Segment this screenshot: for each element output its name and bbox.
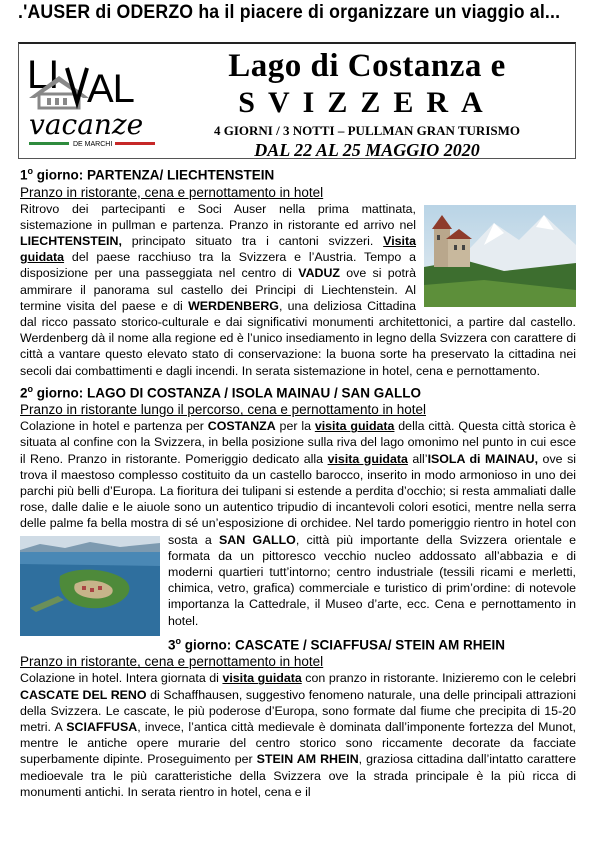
svg-text:LI: LI <box>27 53 59 97</box>
lival-vacanze-logo <box>25 50 157 154</box>
lake-island-aerial-photo <box>20 536 160 636</box>
trip-duration: 4 GIORNI / 3 NOTTI – PULLMAN GRAN TURISMO <box>213 123 520 138</box>
liechtenstein-castle-photo <box>424 205 576 307</box>
day-2-subheading: Pranzo in ristorante lungo il percorso, cena e pernottamento in hotel <box>20 402 426 418</box>
title-box <box>18 42 576 159</box>
day-2-heading: 2$^o$ giorno: LAGO DI COSTANZA / ISOLA MAINAU / SAN GALLO <box>20 383 422 401</box>
day-3-text: Colazione in hotel. Intera giornata di visita guidata con pranzo in ristorante. Inizieremo con le celebri CASCATE DEL RENO di Schaffhausen, suggestivo fenomeno naturale, una delle principali attrazioni della Svizzera. Le cascate, le più poderose d’Europa, sono formate dal fiume che precipita di 15-20 metri. A SCIAFFUSA, invece, l’antica città medievale è dominata dall’imponente fortezza del Munot, mentre le antiche opere murarie del centro storico sono riccamente decorate da facciate superbamente dipinte. Proseguimento per STEIN AM RHEIN, graziosa cittadina dall’intatto carattere medioevale tra le più caratteristiche della Svizzera ove la strada principale è la più ricca di monumenti antichi. In serata rientro in hotel, cena e il <box>20 671 577 799</box>
day-1-heading: 1$^o$ giorno: PARTENZA/ LIECHTENSTEIN <box>20 166 275 183</box>
svg-text:vacanze: vacanze <box>29 108 144 141</box>
title-svizzera: SVIZZERA <box>238 86 496 119</box>
day-1-text: Ritrovo dei partecipanti e Soci Auser nella prima mattinata, sistemazione in pullman e partenza. Pranzo in ristorante ed arrivo nel LIECHTENSTEIN, principato situato tra i cantoni svizzeri. Visita guidata del paese racchiuso tra la Svizzera e l’Austria. Tempo a disposizione per una passeggiata nel centro di VADUZ ove si potrà ammirare il panorama sul castello dei Principi di Liechtenstein. Al termine visita del paese e di WERDENBERG, una deliziosa Cittadina dal ricco passato storico-culturale e dai significativi monumenti architettonici, a partire dal castello. Werdenberg dà il nome alla regione ed è l’unico insediamento in legno della Svizzera con carattere di città a vantare questo elevato stato di conservazione: la buona sorte ha preservato la cittadina nei secoli dai combattimenti e dagli incendi. In serata sistemazione in hotel, cena e pernottamento. <box>20 201 576 378</box>
day-3-subheading: Pranzo in ristorante, cena e pernottamento in hotel <box>20 654 324 670</box>
day-2-text: Colazione in hotel e partenza per COSTANZA per la visita guidata della città. Questa città storica è situata al confine con la Svizzera, in bella posizione sulla riva del lago omonimo nel punto in cui esce il Reno. Pranzo in ristorante. Pomeriggio dedicato alla visita guidata all’ISOLA di MAINAU, ove si trova il maestoso complesso costituito da un castello barocco, inserito in modo armonioso in uno dei parchi più belli d’Europa. La fioritura dei tulipani si estende a perdita d’occhio; si resta ammaliati dalle rose, dalle dalie e le aiuole sono un autentico tripudio di incantevoli colori esotici, mentre nella serra delle palme fa bella mostra di sé un’esposizione di orchidee. Nel tardo pomeriggio rientro in hotel con sosta a SAN GALLO, città più importante della Svizzera orientale e formata da un pittoresco vecchio nucleo addossato all’abbazia e di moderni quartieri tutt’intorno; centro industriale (tessili ricami e merletti, chimica, vetro, grafica) commerciale e turistico di prim’ordine: di notevole importanza la Cattedrale, il Museo d’arte, ecc. Cena e pernottamento in hotel. <box>20 418 576 629</box>
svg-text:AL: AL <box>87 67 134 111</box>
trip-dates: DAL 22 AL 25 MAGGIO 2020 <box>254 140 480 160</box>
day-1-subheading: Pranzo in ristorante, cena e pernottamento in hotel <box>20 184 324 200</box>
title-lago-di-costanza: Lago di Costanza e <box>228 48 506 84</box>
day-3-heading: 3$^o$ giorno: CASCATE / SCIAFFUSA/ STEIN AM RHEIN <box>168 635 506 653</box>
header-topline: .'AUSER di ODERZO ha il piacere di organizzare un viaggio al... <box>18 2 561 23</box>
itinerary <box>20 161 576 800</box>
svg-text:DE MARCHI: DE MARCHI <box>73 141 113 148</box>
